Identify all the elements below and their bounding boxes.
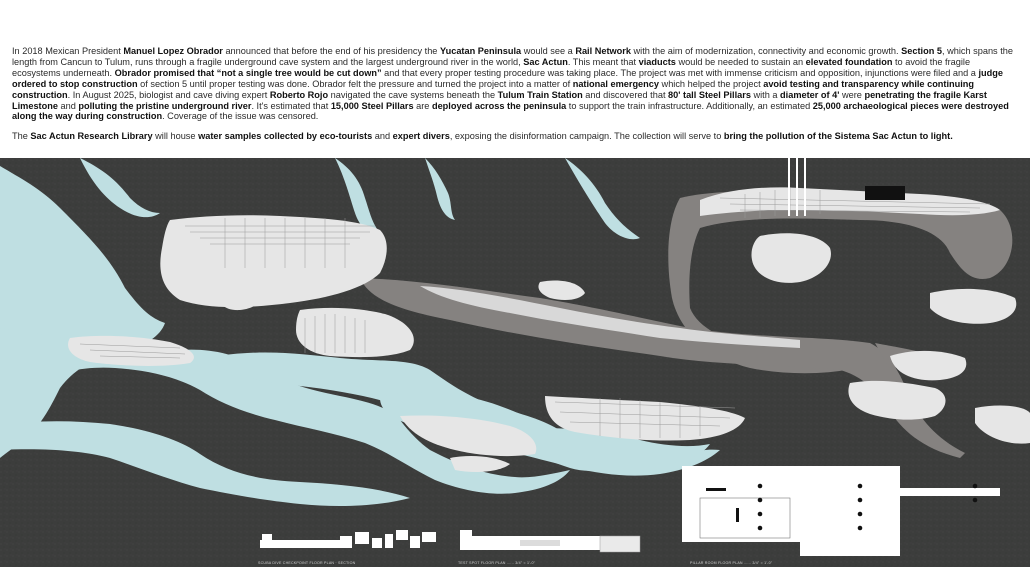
caption-middle: TEST SPOT FLOOR PLAN ...... 3/4" = 1'-0" [458, 561, 536, 565]
p1-run-38: to support the train infrastructure. Additionally, an estimated [566, 100, 813, 111]
p2-run-7: bring the pollution of the Sistema Sac Actun to light. [723, 131, 953, 142]
p1-run-27: 80' tall Steel Pillars [668, 89, 751, 100]
p1-run-21: avoid testing and transparency while continuing construction [12, 78, 975, 100]
p2-run-2: will house [152, 131, 199, 142]
p2-run-4: and [372, 131, 393, 142]
p1-run-0: In 2018 Mexican President [12, 46, 124, 56]
p1-run-15: Obrador promised that “not a single tree would be cut down” [114, 67, 382, 78]
p1-run-18: of section 5 until proper testing was done. Obrador felt the pressure and turned the project into a matter of [137, 78, 573, 89]
p1-run-23: Roberto Rojo [269, 89, 329, 100]
cave-system-drawing [0, 158, 1030, 567]
p1-run-40: . Coverage of the issue was censored. [162, 111, 319, 122]
intro-paragraph-1 [12, 46, 1020, 122]
p1-run-24: navigated the cave systems beneath the [328, 89, 498, 100]
intro-text [12, 46, 1020, 151]
p2-run-5: expert divers [392, 131, 450, 142]
p1-run-39: 25,000 archaeological pieces were destroyed along the way during construction [12, 100, 1009, 122]
p1-run-6: with the aim of modernization, connectivity and economic growth. [630, 46, 902, 56]
station-block [865, 186, 905, 200]
p1-run-11: viaducts [638, 56, 676, 67]
p1-run-29: diameter of 4' [780, 89, 840, 100]
p1-run-17: judge ordered to stop construction [12, 67, 1003, 89]
p1-run-35: 15,000 Steel Pillars [330, 100, 414, 111]
caption-left: SCUBA DIVE CHECKPOINT FLOOR PLAN · SECTION [258, 561, 356, 565]
p1-run-34: . It's estimated that [251, 100, 331, 111]
p1-run-13: elevated foundation [805, 56, 893, 67]
p1-run-16: and that every proper testing procedure was taking place. The project was met with immense criticism and opposition, injunctions were filed and a [381, 67, 979, 78]
p1-run-28: with a [750, 89, 781, 100]
p1-run-9: Sac Actun [523, 56, 568, 67]
p1-run-5: Rail Network [575, 46, 631, 56]
p1-run-25: Tulum Train Station [497, 89, 583, 100]
p1-run-36: are [413, 100, 432, 111]
p1-run-7: Section 5 [901, 46, 942, 56]
p1-run-3: Yucatan Peninsula [439, 46, 522, 56]
p1-run-33: polluting the pristine underground river [78, 100, 252, 111]
p1-run-10: . This meant that [567, 56, 639, 67]
p1-run-30: were [839, 89, 865, 100]
caption-right: PILLAR ROOM FLOOR PLAN ...... 3/4" = 1'-0" [690, 561, 773, 565]
p2-run-0: The [12, 131, 31, 142]
p1-run-22: . In August 2025, biologist and cave diving expert [67, 89, 270, 100]
p1-run-37: deployed across the peninsula [431, 100, 567, 111]
p1-run-32: and [57, 100, 79, 111]
p1-run-14: to avoid the fragile ecosystems underneath. [12, 56, 971, 78]
p2-run-6: , exposing the disinformation campaign. The collection will serve to [449, 131, 724, 142]
p1-run-4: would see a [521, 46, 576, 56]
intro-paragraph-2 [12, 131, 1020, 142]
p2-run-3: water samples collected by eco-tourists [198, 131, 373, 142]
p1-run-31: penetrating the fragile Karst Limestone [12, 89, 987, 111]
p1-run-1: Manuel Lopez Obrador [123, 46, 223, 56]
p2-run-1: Sac Actun Research Library [30, 131, 153, 142]
p1-run-19: national emergency [572, 78, 659, 89]
p1-run-12: would be needed to sustain an [675, 56, 806, 67]
p1-run-26: and discovered that [582, 89, 669, 100]
p1-run-8: , which spans the length from Cancun to Tulum, runs through a fragile underground cave system and the largest underground river in the world, [12, 46, 1013, 67]
p1-run-20: which helped the project [659, 78, 764, 89]
p1-run-2: announced that before the end of his presidency the [222, 46, 440, 56]
